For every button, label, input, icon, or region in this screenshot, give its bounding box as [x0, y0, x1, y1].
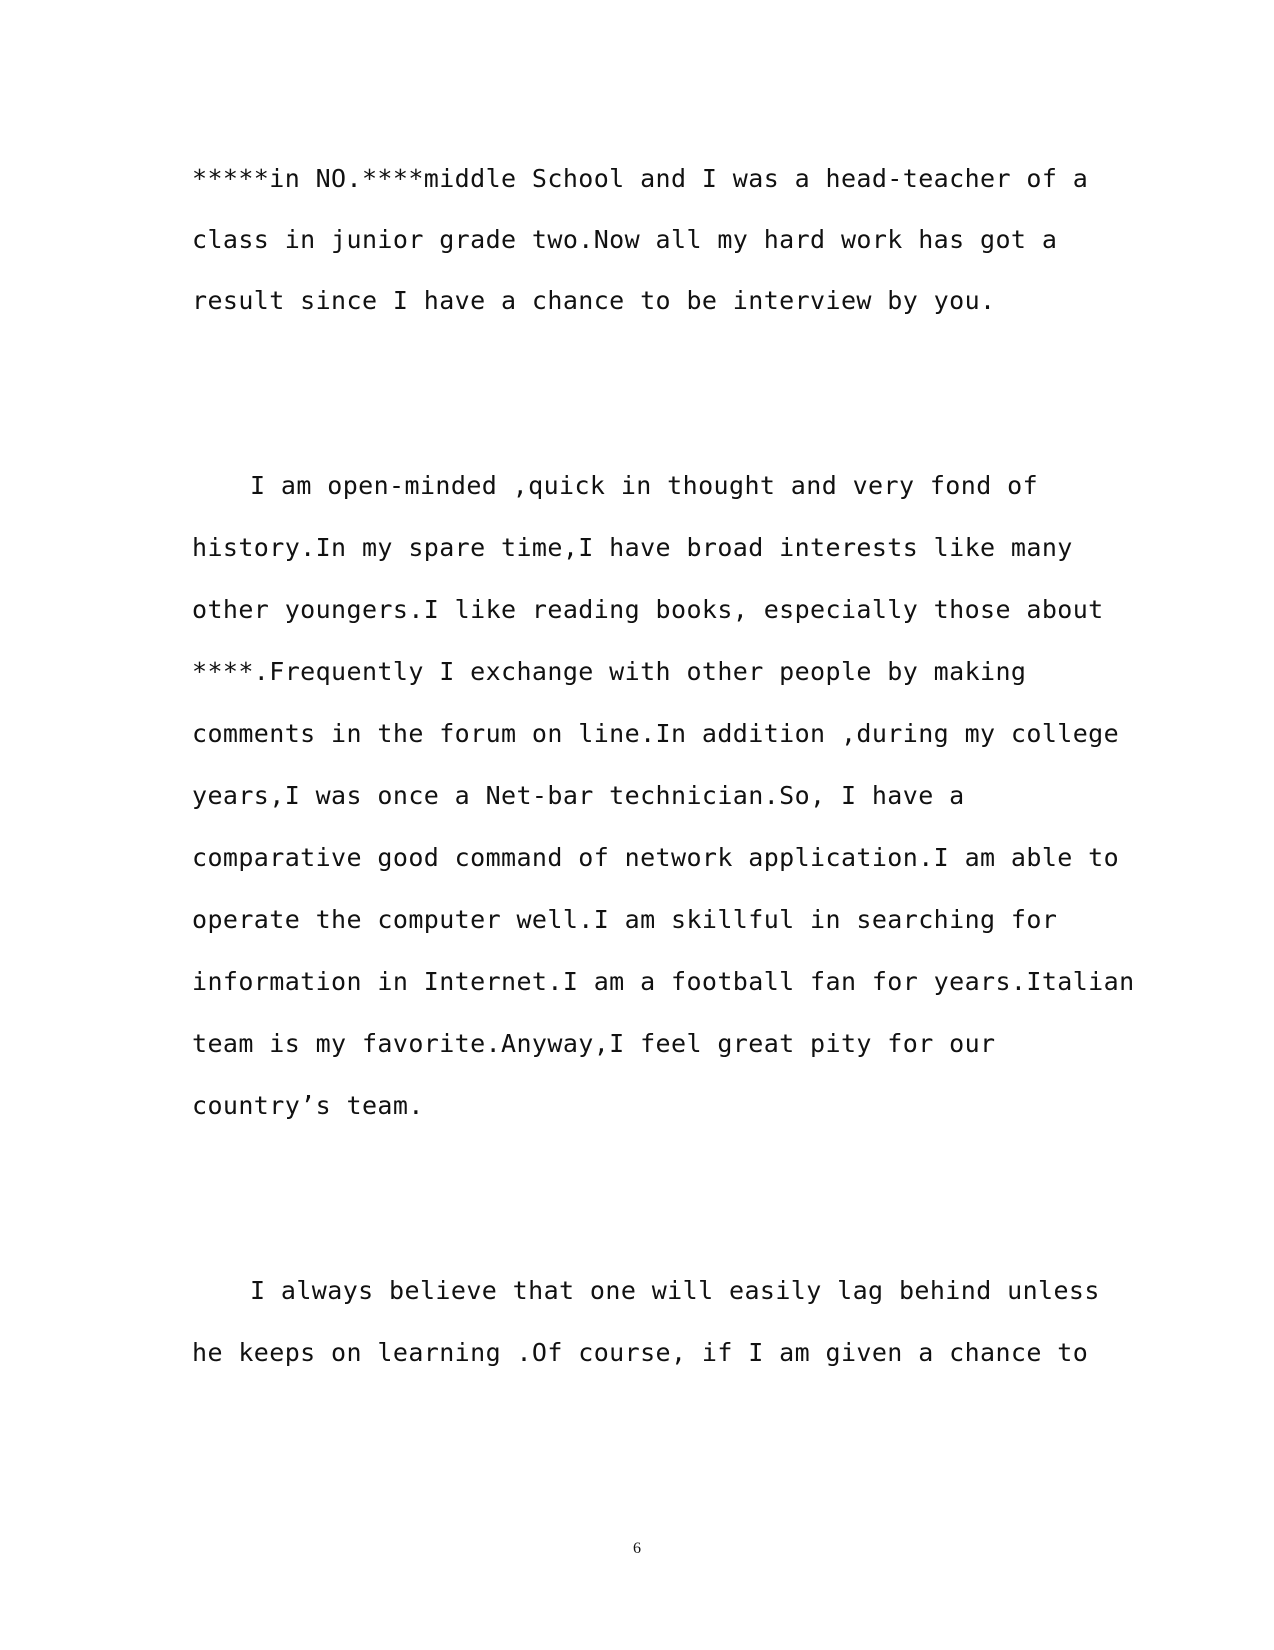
paragraph-2-line-10: team is my favorite.Anyway,I feel great pity for our	[192, 1029, 996, 1058]
paragraph-1-line-1: *****in NO.****middle School and I was a head-teacher of a	[192, 164, 1089, 193]
paragraph-1-line-2: class in junior grade two.Now all my hard work has got a	[192, 225, 1058, 254]
paragraph-2-line-9: information in Internet.I am a football fan for years.Italian	[192, 967, 1135, 996]
page-number: 6	[633, 1540, 641, 1557]
paragraph-2-line-6: years,I was once a Net-bar technician.So, I have a	[192, 781, 965, 810]
paragraph-2-line-11: country’s team.	[192, 1091, 424, 1120]
paragraph-2-line-2: history.In my spare time,I have broad interests like many	[192, 533, 1073, 562]
paragraph-3-line-1: I always believe that one will easily lag behind unless	[250, 1276, 1100, 1305]
paragraph-2-line-8: operate the computer well.I am skillful in searching for	[192, 905, 1058, 934]
paragraph-2-line-5: comments in the forum on line.In addition ,during my college	[192, 719, 1120, 748]
paragraph-3-line-2: he keeps on learning .Of course, if I am given a chance to	[192, 1338, 1089, 1367]
paragraph-2-line-4: ****.Frequently I exchange with other people by making	[192, 657, 1027, 686]
paragraph-2-line-1: I am open-minded ,quick in thought and very fond of	[250, 471, 1039, 500]
paragraph-2-line-7: comparative good command of network application.I am able to	[192, 843, 1120, 872]
paragraph-1-line-3: result since I have a chance to be interview by you.	[192, 286, 996, 315]
paragraph-2-line-3: other youngers.I like reading books, especially those about	[192, 595, 1104, 624]
